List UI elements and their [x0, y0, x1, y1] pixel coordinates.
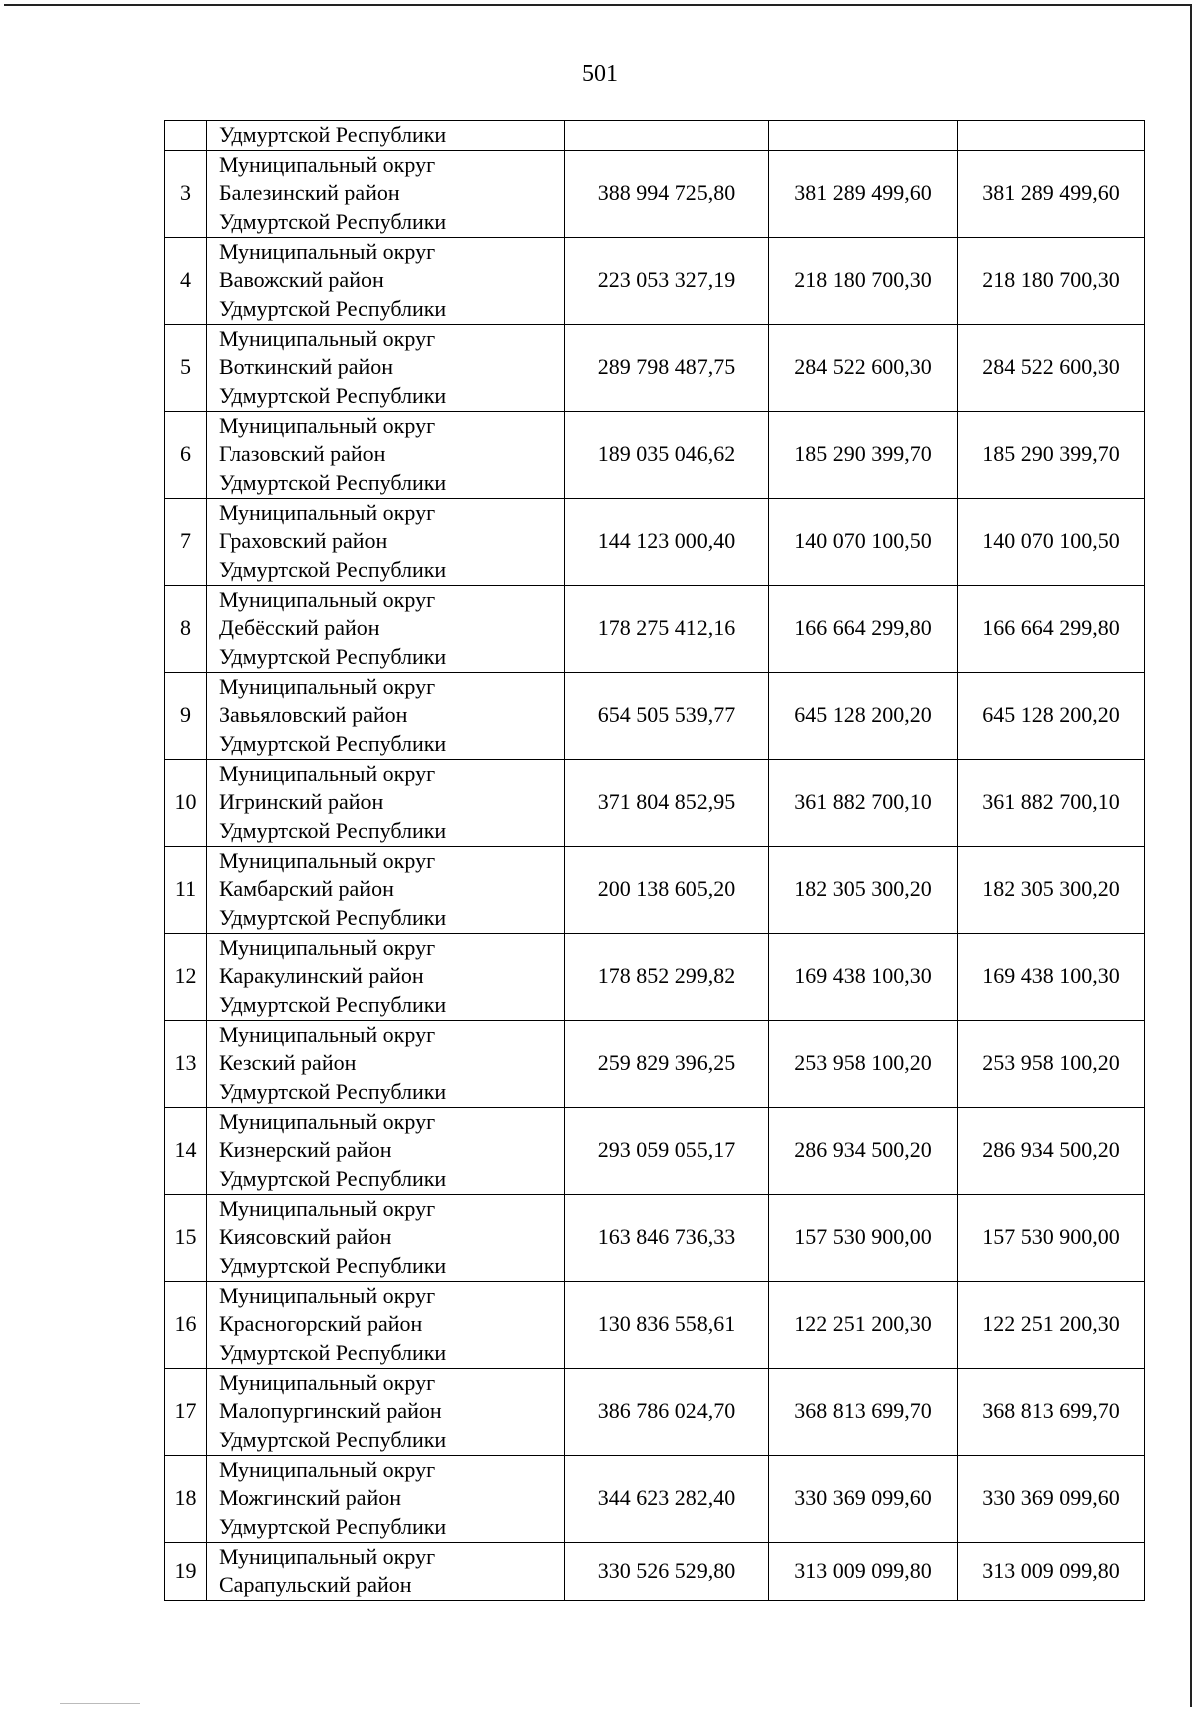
municipality-name-line: Сарапульский район	[219, 1572, 412, 1598]
municipality-name-line: Муниципальный округ	[219, 1543, 436, 1569]
value-cell-3: 381 289 499,60	[958, 150, 1145, 237]
municipality-name-line: Муниципальный округ	[219, 934, 436, 960]
municipality-name-cell	[207, 1281, 565, 1368]
row-number-cell: 8	[165, 585, 207, 672]
table-row	[165, 1020, 1145, 1107]
value-cell-3: 122 251 200,30	[958, 1281, 1145, 1368]
municipality-name-line: Красногорский район	[219, 1311, 423, 1337]
value-cell-2: 284 522 600,30	[769, 324, 958, 411]
row-number-cell: 12	[165, 933, 207, 1020]
value-cell-2: 313 009 099,80	[769, 1542, 958, 1600]
municipality-name-cell	[207, 498, 565, 585]
municipality-name-line: Граховский район	[219, 528, 388, 554]
municipality-name-line: Удмуртской Республики	[219, 730, 447, 756]
value-cell-3: 169 438 100,30	[958, 933, 1145, 1020]
value-cell-1: 178 852 299,82	[565, 933, 769, 1020]
municipality-name-line: Удмуртской Республики	[219, 1165, 447, 1191]
row-number-cell: 7	[165, 498, 207, 585]
municipality-name-cell	[207, 1020, 565, 1107]
value-cell-1: 371 804 852,95	[565, 759, 769, 846]
budget-table	[164, 120, 1145, 1601]
municipality-name-line: Муниципальный округ	[219, 1456, 436, 1482]
municipality-name-line: Муниципальный округ	[219, 1195, 436, 1221]
table-row	[165, 1107, 1145, 1194]
municipality-name-line: Кезский район	[219, 1050, 357, 1076]
row-number-cell: 18	[165, 1455, 207, 1542]
municipality-name-line: Удмуртской Республики	[219, 1252, 447, 1278]
value-cell-2: 182 305 300,20	[769, 846, 958, 933]
value-cell-2: 122 251 200,30	[769, 1281, 958, 1368]
municipality-name-line: Глазовский район	[219, 441, 386, 467]
municipality-name-cell	[207, 324, 565, 411]
value-cell-2: 381 289 499,60	[769, 150, 958, 237]
value-cell-1: 163 846 736,33	[565, 1194, 769, 1281]
municipality-name-cell	[207, 759, 565, 846]
table-body	[165, 121, 1145, 1601]
value-cell-2: 330 369 099,60	[769, 1455, 958, 1542]
value-cell-1: 189 035 046,62	[565, 411, 769, 498]
municipality-name-cell	[207, 1542, 565, 1600]
value-cell-3: 157 530 900,00	[958, 1194, 1145, 1281]
value-cell-2: 361 882 700,10	[769, 759, 958, 846]
value-cell-3: 166 664 299,80	[958, 585, 1145, 672]
municipality-name-line: Удмуртской Республики	[219, 122, 447, 147]
table-row	[165, 498, 1145, 585]
value-cell-2: 218 180 700,30	[769, 237, 958, 324]
row-number-cell	[165, 121, 207, 151]
value-cell-1: 200 138 605,20	[565, 846, 769, 933]
municipality-name-line: Муниципальный округ	[219, 412, 436, 438]
row-number-cell: 13	[165, 1020, 207, 1107]
value-cell-2: 185 290 399,70	[769, 411, 958, 498]
value-cell-1: 289 798 487,75	[565, 324, 769, 411]
value-cell-3: 313 009 099,80	[958, 1542, 1145, 1600]
row-number-cell: 4	[165, 237, 207, 324]
municipality-name-line: Удмуртской Республики	[219, 208, 447, 234]
value-cell-3: 330 369 099,60	[958, 1455, 1145, 1542]
municipality-name-cell	[207, 933, 565, 1020]
page-number: 501	[582, 61, 618, 87]
row-number-cell: 6	[165, 411, 207, 498]
municipality-name-line: Муниципальный округ	[219, 1369, 436, 1395]
value-cell-1: 223 053 327,19	[565, 237, 769, 324]
table-row	[165, 1281, 1145, 1368]
row-number-cell: 5	[165, 324, 207, 411]
municipality-name-line: Муниципальный округ	[219, 1108, 436, 1134]
municipality-name-cell	[207, 150, 565, 237]
municipality-name-line: Камбарский район	[219, 876, 394, 902]
municipality-name-cell	[207, 1194, 565, 1281]
table-row	[165, 672, 1145, 759]
value-cell-3: 218 180 700,30	[958, 237, 1145, 324]
value-cell-1: 654 505 539,77	[565, 672, 769, 759]
municipality-name-line: Удмуртской Республики	[219, 556, 447, 582]
municipality-name-line: Удмуртской Республики	[219, 295, 447, 321]
value-cell-2	[769, 121, 958, 151]
table-row	[165, 324, 1145, 411]
table-row	[165, 585, 1145, 672]
municipality-name-line: Удмуртской Республики	[219, 991, 447, 1017]
municipality-name-line: Воткинский район	[219, 354, 394, 380]
value-cell-3: 284 522 600,30	[958, 324, 1145, 411]
municipality-name-line: Муниципальный округ	[219, 1021, 436, 1047]
table-row	[165, 933, 1145, 1020]
value-cell-2: 157 530 900,00	[769, 1194, 958, 1281]
municipality-name-line: Удмуртской Республики	[219, 904, 447, 930]
value-cell-1: 330 526 529,80	[565, 1542, 769, 1600]
table-row	[165, 759, 1145, 846]
row-number-cell: 19	[165, 1542, 207, 1600]
municipality-name-cell	[207, 1107, 565, 1194]
value-cell-2: 140 070 100,50	[769, 498, 958, 585]
table-row	[165, 846, 1145, 933]
value-cell-2: 169 438 100,30	[769, 933, 958, 1020]
row-number-cell: 9	[165, 672, 207, 759]
municipality-name-line: Игринский район	[219, 789, 384, 815]
value-cell-3: 253 958 100,20	[958, 1020, 1145, 1107]
value-cell-3: 185 290 399,70	[958, 411, 1145, 498]
municipality-name-line: Удмуртской Республики	[219, 817, 447, 843]
municipality-name-line: Удмуртской Республики	[219, 643, 447, 669]
value-cell-1: 386 786 024,70	[565, 1368, 769, 1455]
table-row	[165, 1368, 1145, 1455]
value-cell-3: 645 128 200,20	[958, 672, 1145, 759]
municipality-name-line: Можгинский район	[219, 1485, 402, 1511]
value-cell-3: 368 813 699,70	[958, 1368, 1145, 1455]
value-cell-2: 645 128 200,20	[769, 672, 958, 759]
value-cell-1: 178 275 412,16	[565, 585, 769, 672]
value-cell-3: 182 305 300,20	[958, 846, 1145, 933]
value-cell-1: 144 123 000,40	[565, 498, 769, 585]
municipality-name-line: Вавожский район	[219, 267, 384, 293]
row-number-cell: 17	[165, 1368, 207, 1455]
municipality-name-cell	[207, 846, 565, 933]
municipality-name-line: Муниципальный округ	[219, 760, 436, 786]
municipality-name-line: Муниципальный округ	[219, 1282, 436, 1308]
municipality-name-line: Балезинский район	[219, 180, 400, 206]
table-row	[165, 150, 1145, 237]
value-cell-1: 259 829 396,25	[565, 1020, 769, 1107]
municipality-name-cell	[207, 411, 565, 498]
row-number-cell: 3	[165, 150, 207, 237]
municipality-name-line: Муниципальный округ	[219, 238, 436, 264]
value-cell-2: 253 958 100,20	[769, 1020, 958, 1107]
table-row	[165, 237, 1145, 324]
table-row	[165, 411, 1145, 498]
municipality-name-line: Муниципальный округ	[219, 673, 436, 699]
scan-artifact-line	[60, 1703, 140, 1704]
value-cell-2: 368 813 699,70	[769, 1368, 958, 1455]
municipality-name-cell	[207, 1455, 565, 1542]
table-row	[165, 1194, 1145, 1281]
value-cell-1: 344 623 282,40	[565, 1455, 769, 1542]
value-cell-1: 293 059 055,17	[565, 1107, 769, 1194]
municipality-name-line: Удмуртской Республики	[219, 382, 447, 408]
value-cell-3: 361 882 700,10	[958, 759, 1145, 846]
row-number-cell: 10	[165, 759, 207, 846]
municipality-name-cell	[207, 585, 565, 672]
municipality-name-line: Каракулинский район	[219, 963, 424, 989]
table-row	[165, 1455, 1145, 1542]
value-cell-3: 140 070 100,50	[958, 498, 1145, 585]
municipality-name-line: Малопургинский район	[219, 1398, 442, 1424]
municipality-name-line: Дебёсский район	[219, 615, 380, 641]
municipality-name-line: Муниципальный округ	[219, 586, 436, 612]
row-number-cell: 15	[165, 1194, 207, 1281]
value-cell-3	[958, 121, 1145, 151]
municipality-name-line: Удмуртской Республики	[219, 1339, 447, 1365]
value-cell-2: 286 934 500,20	[769, 1107, 958, 1194]
table-row-last	[165, 1542, 1145, 1600]
row-number-cell: 11	[165, 846, 207, 933]
municipality-name-line: Удмуртской Республики	[219, 1426, 447, 1452]
municipality-name-line: Муниципальный округ	[219, 325, 436, 351]
table-row-continued	[165, 121, 1145, 151]
value-cell-2: 166 664 299,80	[769, 585, 958, 672]
value-cell-3: 286 934 500,20	[958, 1107, 1145, 1194]
municipality-name-cell	[207, 121, 565, 151]
municipality-name-line: Муниципальный округ	[219, 847, 436, 873]
municipality-name-line: Удмуртской Республики	[219, 1078, 447, 1104]
municipality-name-line: Завьяловский район	[219, 702, 408, 728]
municipality-name-line: Удмуртской Республики	[219, 469, 447, 495]
municipality-name-line: Кизнерский район	[219, 1137, 392, 1163]
municipality-name-cell	[207, 237, 565, 324]
value-cell-1: 388 994 725,80	[565, 150, 769, 237]
municipality-name-line: Удмуртской Республики	[219, 1513, 447, 1539]
municipality-name-line: Киясовский район	[219, 1224, 392, 1250]
municipality-name-cell	[207, 672, 565, 759]
municipality-name-cell	[207, 1368, 565, 1455]
value-cell-1: 130 836 558,61	[565, 1281, 769, 1368]
municipality-name-line: Муниципальный округ	[219, 151, 436, 177]
row-number-cell: 16	[165, 1281, 207, 1368]
value-cell-1	[565, 121, 769, 151]
row-number-cell: 14	[165, 1107, 207, 1194]
municipality-name-line: Муниципальный округ	[219, 499, 436, 525]
